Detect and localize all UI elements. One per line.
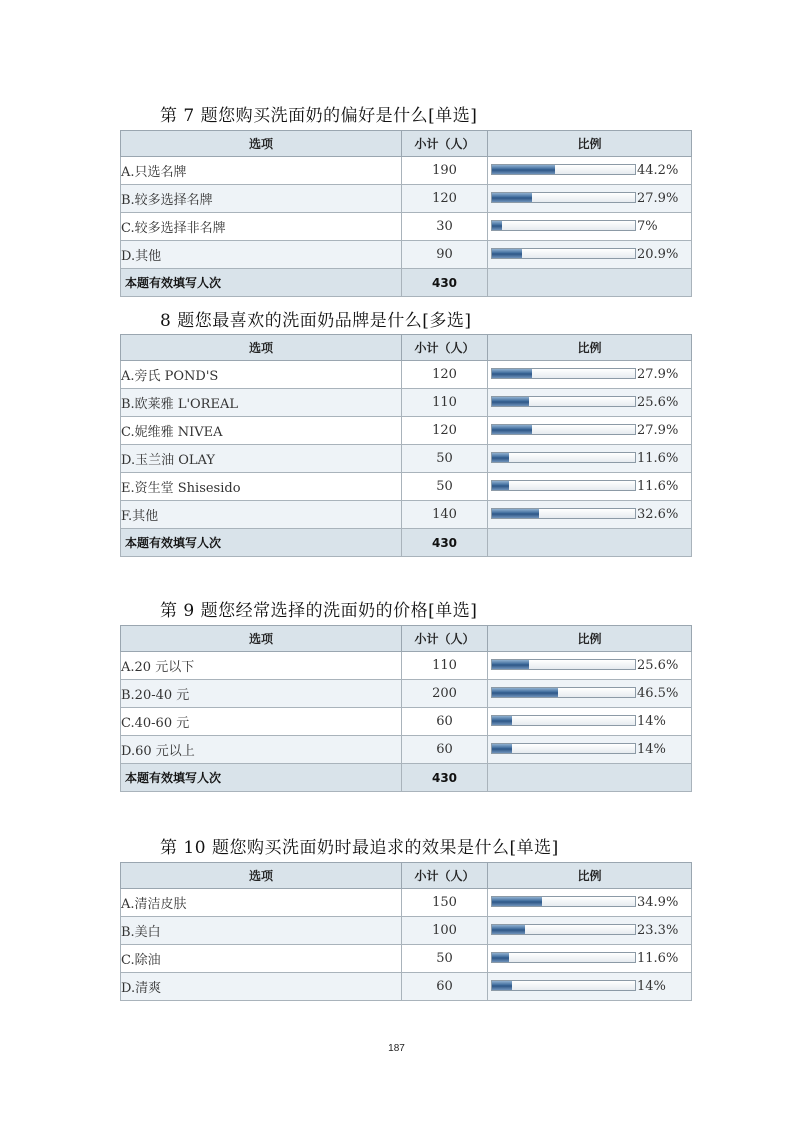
ratio-cell xyxy=(488,973,692,1001)
header-option: 选项 xyxy=(121,335,402,361)
option-label: E.资生堂 Shisesido xyxy=(121,473,402,501)
header-ratio: 比例 xyxy=(488,626,692,652)
table-row xyxy=(121,389,692,417)
table-row xyxy=(121,361,692,389)
ratio-cell xyxy=(488,736,692,764)
ratio-cell xyxy=(488,157,692,185)
total-count: 430 xyxy=(402,529,488,557)
option-label: B.欧莱雅 L'OREAL xyxy=(121,389,402,417)
ratio-cell xyxy=(488,417,692,445)
progress-bar-fill xyxy=(492,688,558,697)
option-count: 110 xyxy=(402,652,488,680)
percent-label: 14% xyxy=(637,979,666,994)
percent-label: 14% xyxy=(637,742,666,757)
option-count: 120 xyxy=(402,417,488,445)
progress-bar xyxy=(491,508,636,519)
option-count: 90 xyxy=(402,241,488,269)
option-count: 50 xyxy=(402,945,488,973)
option-label: F.其他 xyxy=(121,501,402,529)
progress-bar xyxy=(491,659,636,670)
table-row xyxy=(121,736,692,764)
option-label: B.美白 xyxy=(121,917,402,945)
progress-bar-fill xyxy=(492,221,502,230)
table-row xyxy=(121,417,692,445)
option-count: 140 xyxy=(402,501,488,529)
percent-label: 11.6% xyxy=(637,451,679,466)
option-label: A.旁氏 POND'S xyxy=(121,361,402,389)
ratio-cell xyxy=(488,889,692,917)
total-label: 本题有效填写人次 xyxy=(121,269,402,297)
percent-label: 27.9% xyxy=(637,423,679,438)
option-count: 150 xyxy=(402,889,488,917)
question-title: 8 题您最喜欢的洗面奶品牌是什么[多选] xyxy=(160,311,472,331)
percent-label: 11.6% xyxy=(637,951,679,966)
total-label: 本题有效填写人次 xyxy=(121,529,402,557)
progress-bar xyxy=(491,220,636,231)
option-count: 120 xyxy=(402,361,488,389)
table-row xyxy=(121,917,692,945)
progress-bar xyxy=(491,687,636,698)
ratio-cell xyxy=(488,389,692,417)
option-label: D.60 元以上 xyxy=(121,736,402,764)
progress-bar-fill xyxy=(492,453,509,462)
ratio-cell xyxy=(488,917,692,945)
percent-label: 14% xyxy=(637,714,666,729)
progress-bar-fill xyxy=(492,925,525,934)
total-empty-cell xyxy=(488,764,692,792)
ratio-cell xyxy=(488,945,692,973)
percent-label: 27.9% xyxy=(637,367,679,382)
progress-bar-fill xyxy=(492,716,512,725)
progress-bar-fill xyxy=(492,193,532,202)
table-row xyxy=(121,241,692,269)
table-row xyxy=(121,708,692,736)
percent-label: 11.6% xyxy=(637,479,679,494)
header-count: 小计（人） xyxy=(402,863,488,889)
progress-bar-fill xyxy=(492,369,532,378)
progress-bar-fill xyxy=(492,744,512,753)
table-row xyxy=(121,213,692,241)
question-title: 第 9 题您经常选择的洗面奶的价格[单选] xyxy=(160,601,478,621)
question-title: 第 10 题您购买洗面奶时最追求的效果是什么[单选] xyxy=(160,838,559,858)
header-ratio: 比例 xyxy=(488,863,692,889)
progress-bar xyxy=(491,452,636,463)
total-empty-cell xyxy=(488,529,692,557)
ratio-cell xyxy=(488,445,692,473)
table-row xyxy=(121,889,692,917)
table-row xyxy=(121,680,692,708)
total-empty-cell xyxy=(488,269,692,297)
progress-bar-fill xyxy=(492,660,529,669)
progress-bar-fill xyxy=(492,481,509,490)
table-row xyxy=(121,157,692,185)
ratio-cell xyxy=(488,680,692,708)
progress-bar-fill xyxy=(492,397,529,406)
percent-label: 7% xyxy=(637,219,658,234)
option-label: D.玉兰油 OLAY xyxy=(121,445,402,473)
option-count: 200 xyxy=(402,680,488,708)
header-option: 选项 xyxy=(121,863,402,889)
progress-bar xyxy=(491,192,636,203)
header-count: 小计（人） xyxy=(402,626,488,652)
ratio-cell xyxy=(488,185,692,213)
ratio-cell xyxy=(488,501,692,529)
ratio-cell xyxy=(488,708,692,736)
total-row xyxy=(121,269,692,297)
total-label: 本题有效填写人次 xyxy=(121,764,402,792)
header-count: 小计（人） xyxy=(402,335,488,361)
progress-bar xyxy=(491,396,636,407)
option-label: A.20 元以下 xyxy=(121,652,402,680)
percent-label: 27.9% xyxy=(637,191,679,206)
percent-label: 34.9% xyxy=(637,895,679,910)
table-row xyxy=(121,501,692,529)
progress-bar-fill xyxy=(492,981,512,990)
page-number: 187 xyxy=(388,1043,405,1054)
survey-table xyxy=(120,862,692,1001)
option-label: C.妮维雅 NIVEA xyxy=(121,417,402,445)
total-count: 430 xyxy=(402,269,488,297)
header-option: 选项 xyxy=(121,131,402,157)
header-count: 小计（人） xyxy=(402,131,488,157)
header-ratio: 比例 xyxy=(488,335,692,361)
ratio-cell xyxy=(488,241,692,269)
progress-bar xyxy=(491,480,636,491)
progress-bar-fill xyxy=(492,509,539,518)
table-row xyxy=(121,945,692,973)
progress-bar xyxy=(491,248,636,259)
percent-label: 44.2% xyxy=(637,163,679,178)
percent-label: 23.3% xyxy=(637,923,679,938)
option-label: C.较多选择非名牌 xyxy=(121,213,402,241)
option-label: A.清洁皮肤 xyxy=(121,889,402,917)
ratio-cell xyxy=(488,473,692,501)
percent-label: 20.9% xyxy=(637,247,679,262)
option-count: 120 xyxy=(402,185,488,213)
option-label: C.除油 xyxy=(121,945,402,973)
option-count: 30 xyxy=(402,213,488,241)
option-count: 60 xyxy=(402,708,488,736)
question-title: 第 7 题您购买洗面奶的偏好是什么[单选] xyxy=(160,106,478,126)
progress-bar xyxy=(491,952,636,963)
table-row xyxy=(121,973,692,1001)
option-label: B.较多选择名牌 xyxy=(121,185,402,213)
progress-bar xyxy=(491,368,636,379)
table-row xyxy=(121,652,692,680)
percent-label: 25.6% xyxy=(637,395,679,410)
option-count: 190 xyxy=(402,157,488,185)
survey-table xyxy=(120,130,692,297)
option-count: 60 xyxy=(402,973,488,1001)
option-count: 110 xyxy=(402,389,488,417)
table-row xyxy=(121,445,692,473)
option-label: C.40-60 元 xyxy=(121,708,402,736)
option-count: 50 xyxy=(402,445,488,473)
header-option: 选项 xyxy=(121,626,402,652)
option-count: 50 xyxy=(402,473,488,501)
ratio-cell xyxy=(488,361,692,389)
progress-bar-fill xyxy=(492,897,542,906)
progress-bar xyxy=(491,424,636,435)
percent-label: 25.6% xyxy=(637,658,679,673)
option-label: B.20-40 元 xyxy=(121,680,402,708)
percent-label: 32.6% xyxy=(637,507,679,522)
header-ratio: 比例 xyxy=(488,131,692,157)
survey-table xyxy=(120,625,692,792)
progress-bar xyxy=(491,896,636,907)
table-row xyxy=(121,185,692,213)
ratio-cell xyxy=(488,213,692,241)
progress-bar xyxy=(491,743,636,754)
total-count: 430 xyxy=(402,764,488,792)
option-count: 60 xyxy=(402,736,488,764)
progress-bar xyxy=(491,164,636,175)
progress-bar-fill xyxy=(492,165,555,174)
progress-bar-fill xyxy=(492,249,522,258)
progress-bar xyxy=(491,715,636,726)
percent-label: 46.5% xyxy=(637,686,679,701)
ratio-cell xyxy=(488,652,692,680)
progress-bar-fill xyxy=(492,953,509,962)
progress-bar xyxy=(491,924,636,935)
option-count: 100 xyxy=(402,917,488,945)
option-label: D.其他 xyxy=(121,241,402,269)
table-row xyxy=(121,473,692,501)
progress-bar xyxy=(491,980,636,991)
total-row xyxy=(121,764,692,792)
survey-table xyxy=(120,334,692,557)
option-label: A.只选名牌 xyxy=(121,157,402,185)
progress-bar-fill xyxy=(492,425,532,434)
option-label: D.清爽 xyxy=(121,973,402,1001)
total-row xyxy=(121,529,692,557)
